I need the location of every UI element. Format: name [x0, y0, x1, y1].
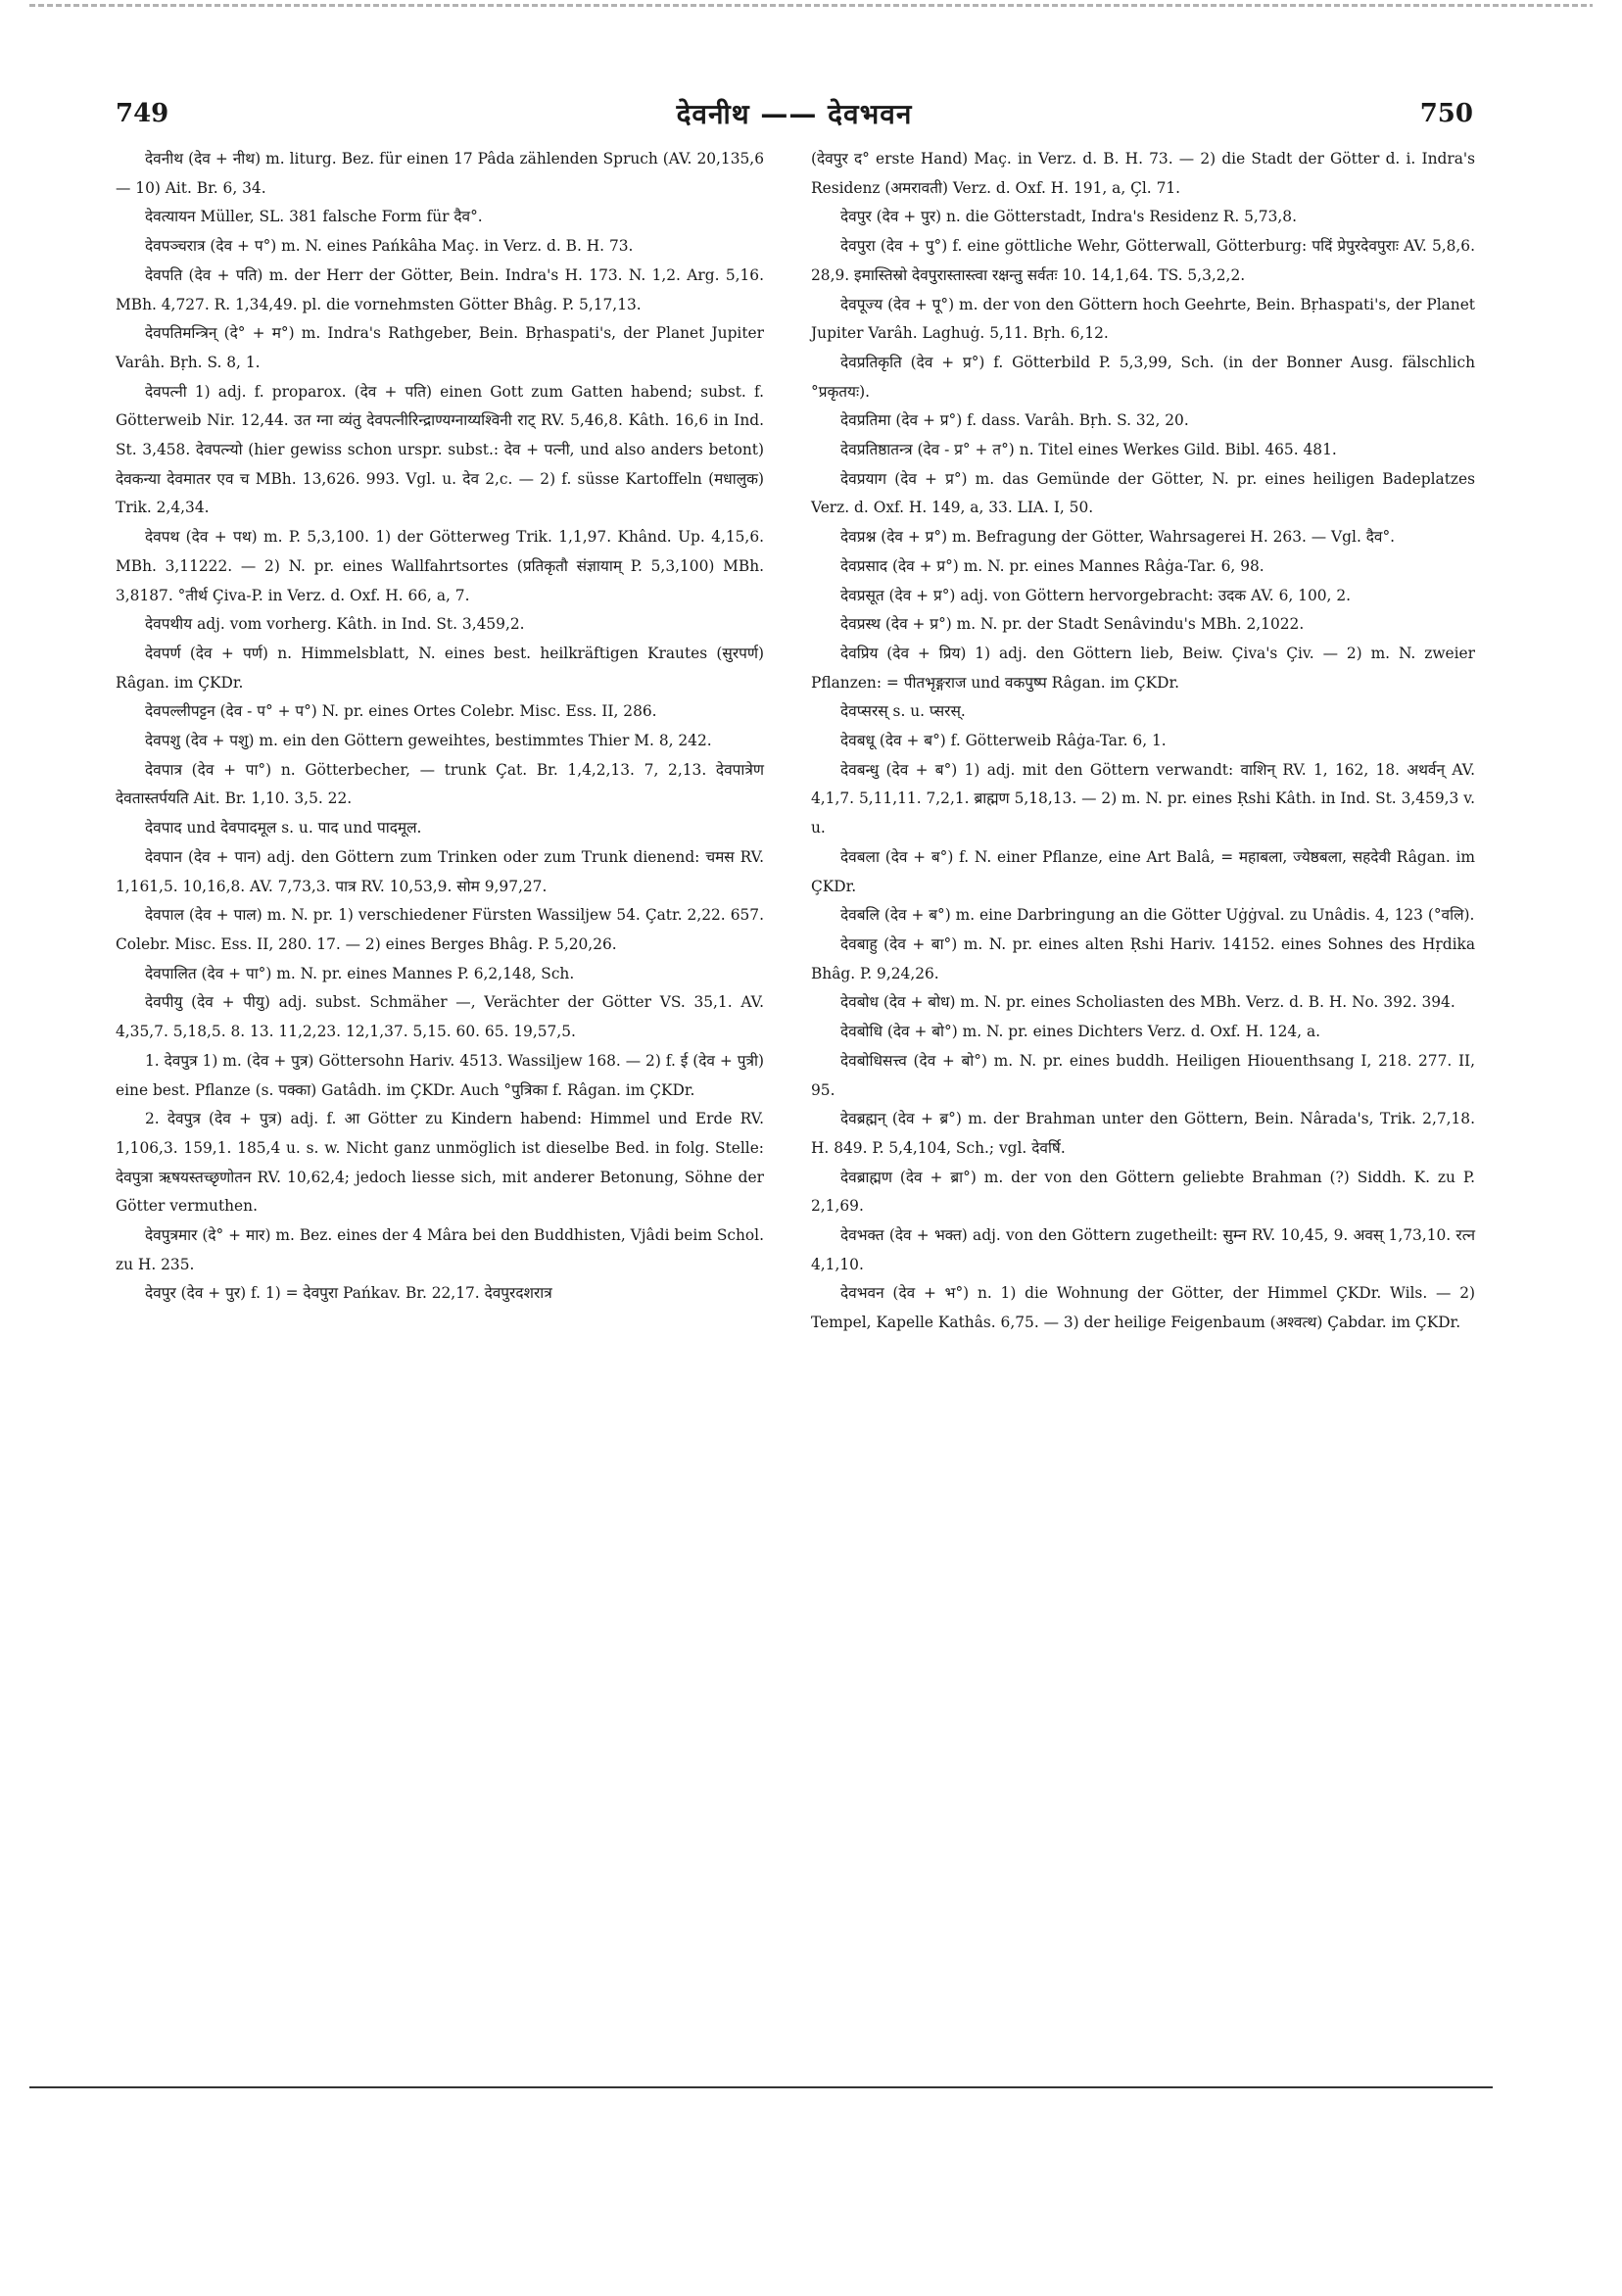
dictionary-entry: देवप्रसाद (देव + प्र°) m. N. pr. eines Mannes Râġa-Tar. 6, 98. [840, 556, 1264, 575]
dictionary-entry: देवबोध (देव + बोध) m. N. pr. eines Scholiasten des MBh. Verz. d. B. H. No. 392. 394. [840, 993, 1455, 1012]
page-number-left: 749 [116, 99, 169, 128]
dictionary-entry: देवपुर (देव + पुर) f. 1) = देवपुरा Pańkav. Br. 22,17. देवपुरदशरात्र [145, 1284, 552, 1303]
running-title: देवनीथ —— देवभवन [676, 98, 913, 130]
right-column [811, 145, 1475, 1338]
dictionary-entry: देवबधू (देव + ब°) f. Götterweib Râġa-Tar. 6, 1. [840, 732, 1167, 750]
dictionary-entry: देवब्रह्मन् (देव + ब्र°) m. der Brahman unter den Göttern, Bein. Nârada's, Trik. 2,7,18. H. 849. P. 5,4,104, Sch.; vgl. देवर्षि. [811, 1110, 1475, 1157]
dictionary-entry: देवबलि (देव + ब°) m. eine Darbringung an die Götter Uġġval. zu Unâdis. 4, 123 (°वलि). [840, 906, 1475, 925]
dictionary-entry: देवप्रश्न (देव + प्र°) m. Befragung der Götter, Wahrsagerei H. 263. — Vgl. दैव°. [840, 528, 1396, 547]
footer-rule [29, 2086, 1493, 2088]
dictionary-entry: देवपतिमन्त्रिन् (दे° + म°) m. Indra's Rathgeber, Bein. Bṛhaspati's, der Planet Jupiter Varâh. Bṛh. S. 8, 1. [116, 324, 764, 371]
dictionary-entry: देवपुर (देव + पुर) n. die Götterstadt, Indra's Residenz R. 5,73,8. [840, 208, 1297, 226]
dictionary-entry: देवप्सरस् s. u. प्सरस्. [840, 702, 966, 721]
dictionary-entry: देवब्राह्मण (देव + ब्रा°) m. der von den Göttern geliebte Brahman (?) Siddh. K. zu P. 2,1,69. [811, 1168, 1475, 1216]
dictionary-entry: देवपाल (देव + पाल) m. N. pr. 1) verschiedener Fürsten Wassiljew 54. Çatr. 2,22. 657. Colebr. Misc. Ess. II, 280. 17. — 2) eines Berges Bhâg. P. 5,20,26. [116, 906, 764, 953]
dictionary-entry: देवप्रयाग (देव + प्र°) m. das Gemünde der Götter, N. pr. eines heiligen Badeplatzes Verz. d. Oxf. H. 149, a, 33. LIA. I, 50. [811, 469, 1475, 517]
dictionary-entry: देवपालित (देव + पा°) m. N. pr. eines Mannes P. 6,2,148, Sch. [145, 964, 575, 982]
dictionary-entry: देवपथीय adj. vom vorherg. Kâth. in Ind. St. 3,459,2. [145, 615, 525, 634]
dictionary-entry: देवपत्नी 1) adj. f. proparox. (देव + पति) einen Gott zum Gatten habend; subst. f. Götterweib Nir. 12,44. उत ग्ना व्यंतु देवपत्नीरिन्द्राण्यग्नाय्यश्विनी राट् RV. 5,46,8. Kâth. 16,6 in Ind. St. 3,458. देवपत्न्यो (hier gewiss schon urspr. subst.: देव + पत्नी, und also anders betont) देवकन्या देवमातर एव च MBh. 13,626. 993. Vgl. u. देव 2,c. — 2) f. süsse Kartoffeln (मधालुक) Trik. 2,4,34. [116, 382, 764, 517]
dictionary-entry: देवपाद und देवपादमूल s. u. पाद und पादमूल. [145, 819, 422, 837]
dictionary-entry: देवत्यायन Müller, SL. 381 falsche Form für दैव°. [145, 208, 483, 226]
dictionary-entry: देवपशु (देव + पशु) m. ein den Göttern geweihtes, bestimmtes Thier M. 8, 242. [145, 732, 712, 750]
dictionary-entry: देवबोधिसत्त्व (देव + बो°) m. N. pr. eines buddh. Heiligen Hiouenthsang I, 218. 277. II, 95. [811, 1051, 1475, 1099]
dictionary-entry: देवप्रतिकृति (देव + प्र°) f. Götterbild P. 5,3,99, Sch. (in der Bonner Ausg. fälschlich °प्रकृतयः). [811, 353, 1475, 401]
dictionary-entry: देवप्रसूत (देव + प्र°) adj. von Göttern hervorgebracht: उदक AV. 6, 100, 2. [840, 586, 1351, 604]
dictionary-entry: देवपुरा (देव + पु°) f. eine göttliche Wehr, Götterwall, Götterburg: पदिं प्रेपुरदेवपुराः AV. 5,8,6. 28,9. इमास्तिस्रो देवपुरास्तास्त्वा रक्षन्तु सर्वतः 10. 14,1,64. TS. 5,3,2,2. [811, 237, 1475, 284]
dictionary-entry: देवपुत्रमार (दे° + मार) m. Bez. eines der 4 Mâra bei den Buddhisten, Vjâdi beim Schol. zu H. 235. [116, 1226, 764, 1273]
dictionary-entry: देवपर्ण (देव + पर्ण) n. Himmelsblatt, N. eines best. heilkräftigen Krautes (सुरपर्ण) Râgan. im ÇKDr. [116, 644, 764, 692]
dictionary-entry: देवबोधि (देव + बो°) m. N. pr. eines Dichters Verz. d. Oxf. H. 124, a. [840, 1023, 1321, 1041]
dictionary-entry: देवप्रतिष्ठातन्त्र (देव - प्र° + त°) n. Titel eines Werkes Gild. Bibl. 465. 481. [840, 441, 1337, 459]
dictionary-entry: देवप्रिय (देव + प्रिय) 1) adj. den Göttern lieb, Beiw. Çiva's Çiv. — 2) m. N. zweier Pflanzen: = पीतभृङ्गराज und वकपुष्प Râgan. im ÇKDr. [811, 644, 1475, 692]
dictionary-entry: देवपान (देव + पान) adj. den Göttern zum Trinken oder zum Trunk dienend: चमस RV. 1,161,5. 10,16,8. AV. 7,73,3. पात्र RV. 10,53,9. सोम 9,97,27. [116, 847, 764, 895]
dictionary-entry: देवपल्लीपट्टन (देव - प° + प°) N. pr. eines Ortes Colebr. Misc. Ess. II, 286. [145, 702, 657, 721]
dictionary-entry: देवभवन (देव + भ°) n. 1) die Wohnung der Götter, der Himmel ÇKDr. Wils. — 2) Tempel, Kapelle Kathâs. 6,75. — 3) der heilige Feigenbaum (अश्वत्थ) Çabdar. im ÇKDr. [811, 1284, 1475, 1332]
dictionary-entry: देवनीथ (देव + नीथ) m. liturg. Bez. für einen 17 Pâda zählenden Spruch (AV. 20,135,6 — 10) Ait. Br. 6, 34. [116, 150, 764, 197]
dictionary-entry: देवभक्त (देव + भक्त) adj. von den Göttern zugetheilt: सुम्न RV. 10,45, 9. अवस् 1,73,10. रत्न 4,1,10. [811, 1226, 1475, 1273]
dictionary-entry: देवपात्र (देव + पा°) n. Götterbecher, — trunk Çat. Br. 1,4,2,13. 7, 2,13. देवपात्रेण देवतास्तर्पयति Ait. Br. 1,10. 3,5. 22. [116, 760, 764, 808]
dictionary-entry: देवपूज्य (देव + पू°) m. der von den Göttern hoch Geehrte, Bein. Bṛhaspati's, der Planet Jupiter Varâh. Laghuġ. 5,11. Bṛh. 6,12. [811, 295, 1475, 343]
dictionary-entry: देवपीयु (देव + पीयु) adj. subst. Schmäher —, Verächter der Götter VS. 35,1. AV. 4,35,7. 5,18,5. 8. 13. 11,2,23. 12,1,37. 5,15. 60. 65. 19,57,5. [116, 993, 764, 1041]
dictionary-entry: देवबाहु (देव + बा°) m. N. pr. eines alten Ṛshi Hariv. 14152. eines Sohnes des Hṛdika Bhâg. P. 9,24,26. [811, 934, 1475, 982]
dictionary-entry: देवपञ्चरात्र (देव + प°) m. N. eines Pańkâha Maç. in Verz. d. B. H. 73. [145, 237, 634, 256]
dictionary-entry: 2. देवपुत्र (देव + पुत्र) adj. f. आ Götter zu Kindern habend: Himmel und Erde RV. 1,106,3. 159,1. 185,4 u. s. w. Nicht ganz unmöglich ist dieselbe Bed. in folg. Stelle: देवपुत्रा ऋषयस्तच्छृणोतन RV. 10,62,4; jedoch liesse sich, mit anderer Betonung, Söhne der Götter vermuthen. [116, 1110, 764, 1216]
dictionary-entry: 1. देवपुत्र 1) m. (देव + पुत्र) Göttersohn Hariv. 4513. Wassiljew 168. — 2) f. ई (देव + पुत्री) eine best. Pflanze (s. पक्का) Gatâdh. im ÇKDr. Auch °पुत्रिका f. Râgan. im ÇKDr. [116, 1051, 764, 1099]
page-header [116, 94, 1473, 133]
left-column [116, 145, 764, 1309]
page-number-right: 750 [1419, 99, 1473, 128]
dictionary-entry: देवप्रस्थ (देव + प्र°) m. N. pr. der Stadt Senâvindu's MBh. 2,1022. [840, 615, 1305, 634]
dictionary-entry: देवबन्धु (देव + ब°) 1) adj. mit den Göttern verwandt: वाशिन् RV. 1, 162, 18. अथर्वन् AV. 4,1,7. 5,11,11. 7,2,1. ब्राह्मण 5,18,13. — 2) m. N. pr. eines Ṛshi Kâth. in Ind. St. 3,459,3 v. u. [811, 760, 1475, 837]
dictionary-entry: देवबला (देव + ब°) f. N. einer Pflanze, eine Art Balâ, = महाबला, ज्येष्ठबला, सहदेवी Râgan. im ÇKDr. [811, 847, 1475, 895]
dictionary-entry: देवपथ (देव + पथ) m. P. 5,3,100. 1) der Götterweg Trik. 1,1,97. Khând. Up. 4,15,6. MBh. 3,11222. — 2) N. pr. eines Wallfahrtsortes (प्रतिकृतौ संज्ञायाम् P. 5,3,100) MBh. 3,8187. °तीर्थ Çiva-P. in Verz. d. Oxf. H. 66, a, 7. [116, 528, 765, 604]
scan-top-edge [29, 4, 1593, 7]
dictionary-entry: देवपति (देव + पति) m. der Herr der Götter, Bein. Indra's H. 173. N. 1,2. Arg. 5,16. MBh. 4,727. R. 1,34,49. pl. die vornehmsten Götter Bhâg. P. 5,17,13. [116, 265, 764, 313]
dictionary-entry: (देवपुर द° erste Hand) Maç. in Verz. d. B. H. 73. — 2) die Stadt der Götter d. i. Indra's Residenz (अमरावती) Verz. d. Oxf. H. 191, a, Çl. 71. [811, 150, 1475, 197]
dictionary-entry: देवप्रतिमा (देव + प्र°) f. dass. Varâh. Bṛh. S. 32, 20. [840, 411, 1189, 430]
